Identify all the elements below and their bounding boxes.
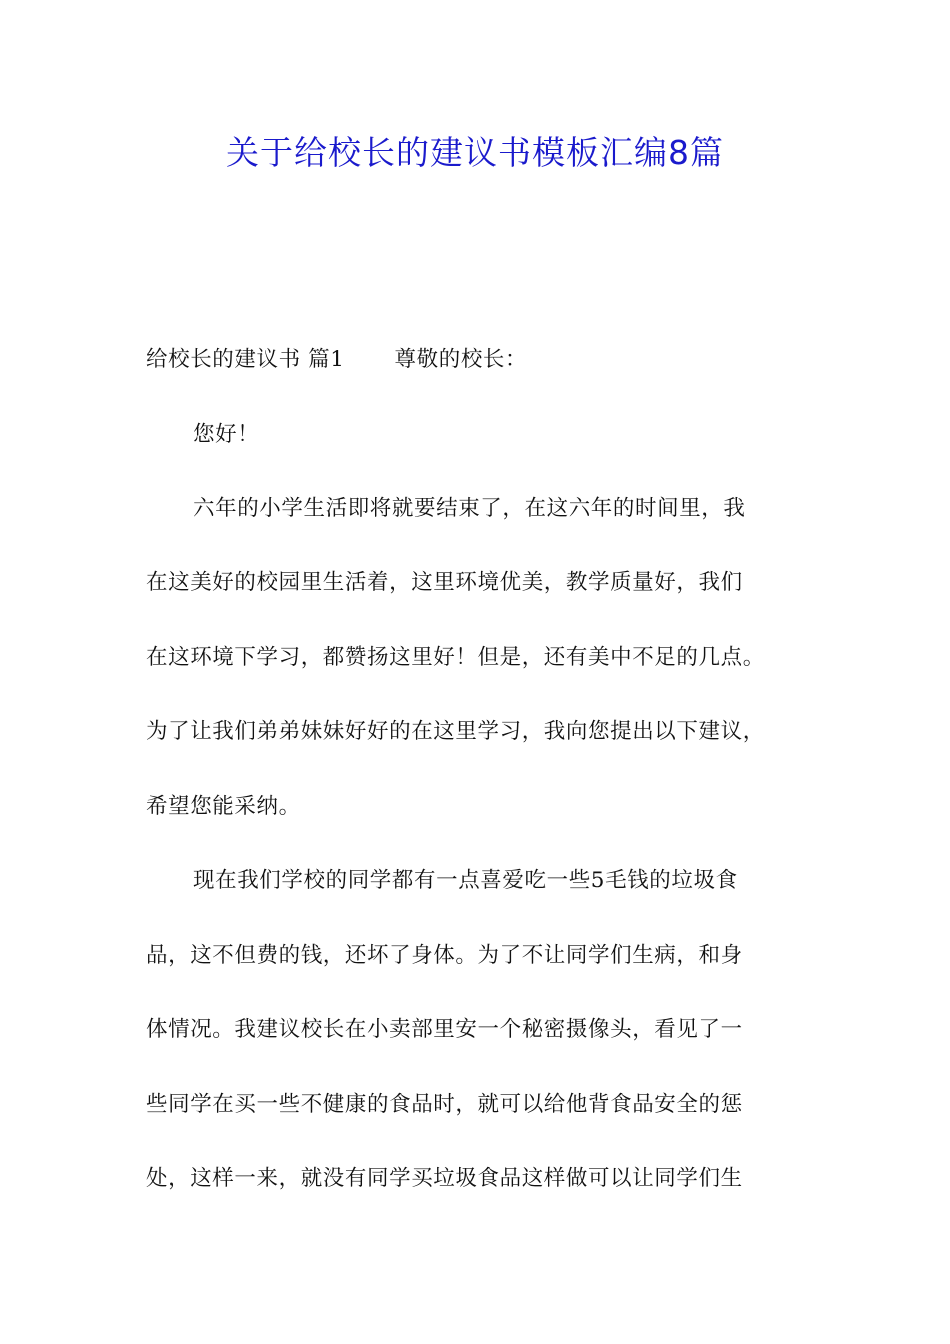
greeting: 您好！	[193, 422, 260, 447]
section-heading: 给校长的建议书 篇1	[146, 347, 345, 372]
salutation: 尊敬的校长：	[394, 347, 528, 372]
paragraph-line: 现在我们学校的同学都有一点喜爱吃一些5毛钱的垃圾食	[193, 868, 738, 893]
document-title: 关于给校长的建议书模板汇编8篇	[226, 133, 724, 172]
paragraph-line: 些同学在买一些不健康的食品时，就可以给他背食品安全的惩	[146, 1092, 743, 1117]
paragraph-line: 体情况。我建议校长在小卖部里安一个秘密摄像头，看见了一	[146, 1017, 743, 1042]
paragraph-line: 六年的小学生活即将就要结束了，在这六年的时间里，我	[193, 496, 746, 521]
paragraph-line: 处，这样一来，就没有同学买垃圾食品这样做可以让同学们生	[146, 1166, 743, 1191]
paragraph-line: 品，这不但费的钱，还坏了身体。为了不让同学们生病，和身	[146, 943, 743, 968]
paragraph-line: 为了让我们弟弟妹妹好好的在这里学习，我向您提出以下建议，	[146, 719, 765, 744]
paragraph-line: 在这美好的校园里生活着，这里环境优美，教学质量好，我们	[146, 570, 743, 595]
paragraph-line: 希望您能采纳。	[146, 794, 301, 819]
section-heading-line	[146, 345, 826, 375]
paragraph-line: 在这环境下学习，都赞扬这里好！但是，还有美中不足的几点。	[146, 645, 765, 670]
